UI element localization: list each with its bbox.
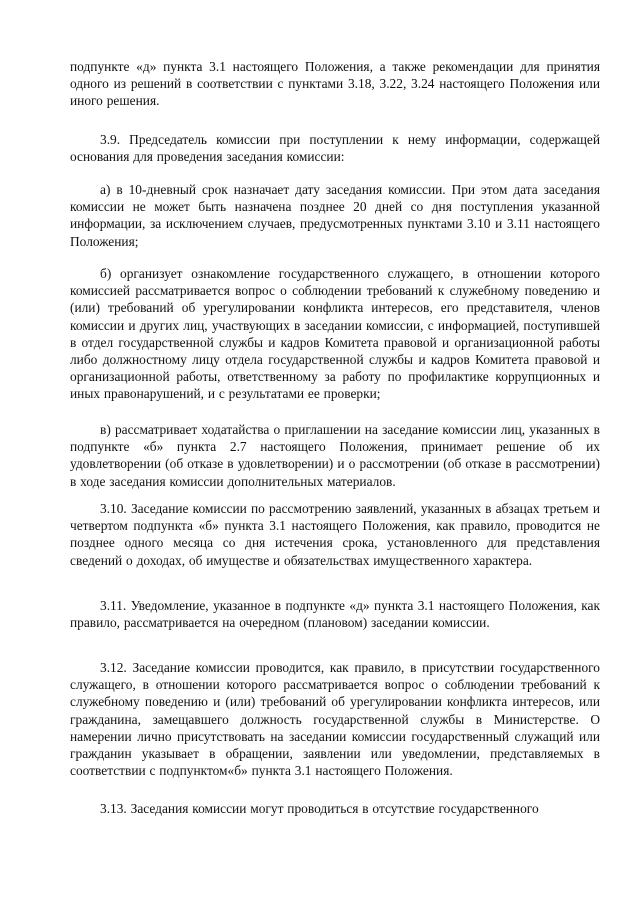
paragraph-3-9-b: б) организует ознакомление государственного служащего, в отношении которого комиссией рассматривается вопрос о соблюдении требований к служебному поведению и (или) требований об урегулировании конфликта интересов, его представителя, членов комиссии и других лиц, участвующих в заседании комиссии, с информацией, поступившей в отдел государственной службы и кадров Комитета правовой и организационной работы либо должностному лицу отдела государственной службы и кадров Комитета правовой и организационной работы, ответственному за работу по профилактике коррупционных и иных правонарушений, и с результатами ее проверки; [70,266,600,402]
paragraph-3-10: 3.10. Заседание комиссии по рассмотрению заявлений, указанных в абзацах третьем и четвертом подпункта «б» пункта 3.1 настоящего Положения, как правило, проводится не позднее одного месяца со дня истечения срока, установленного для представления сведений о доходах, об имуществе и обязательствах имущественного характера. [70,501,600,568]
paragraph-3-9: 3.9. Председатель комиссии при поступлении к нему информации, содержащей основания для проведения заседания комиссии: [70,132,600,165]
paragraph-3-11: 3.11. Уведомление, указанное в подпункте «д» пункта 3.1 настоящего Положения, как правило, рассматривается на очередном (плановом) заседании комиссии. [70,598,600,631]
paragraph-3-13: 3.13. Заседания комиссии могут проводиться в отсутствие государственного [100,801,539,816]
paragraph-3-9-a: а) в 10-дневный срок назначает дату заседания комиссии. При этом дата заседания комиссии не может быть назначена позднее 20 дней со дня поступления указанной информации, за исключением случаев, предусмотренных пунктами 3.10 и 3.11 настоящего Положения; [70,182,600,249]
paragraph-3-12: 3.12. Заседание комиссии проводится, как правило, в присутствии государственного служащего, в отношении которого рассматривается вопрос о соблюдении требований к служебному поведению и (или) требований об урегулировании конфликта интересов, или гражданина, замещавшего должность государственной службы в Министерстве. О намерении лично присутствовать на заседании комиссии государственный служащий или гражданин указывает в обращении, заявлении или уведомлении, представляемых в соответствии с подпунктом«б» пункта 3.1 настоящего Положения. [70,660,600,779]
paragraph-3-9-v: в) рассматривает ходатайства о приглашении на заседание комиссии лиц, указанных в подпункте «б» пункта 2.7 настоящего Положения, принимает решение об их удовлетворении (об отказе в удовлетворении) и о рассмотрении (об отказе в рассмотрении) в ходе заседания комиссии дополнительных материалов. [70,422,600,489]
paragraph-continuation: подпункте «д» пункта 3.1 настоящего Положения, а также рекомендации для принятия одного из решений в соответствии с пунктами 3.18, 3.22, 3.24 настоящего Положения или иного решения. [70,59,600,109]
